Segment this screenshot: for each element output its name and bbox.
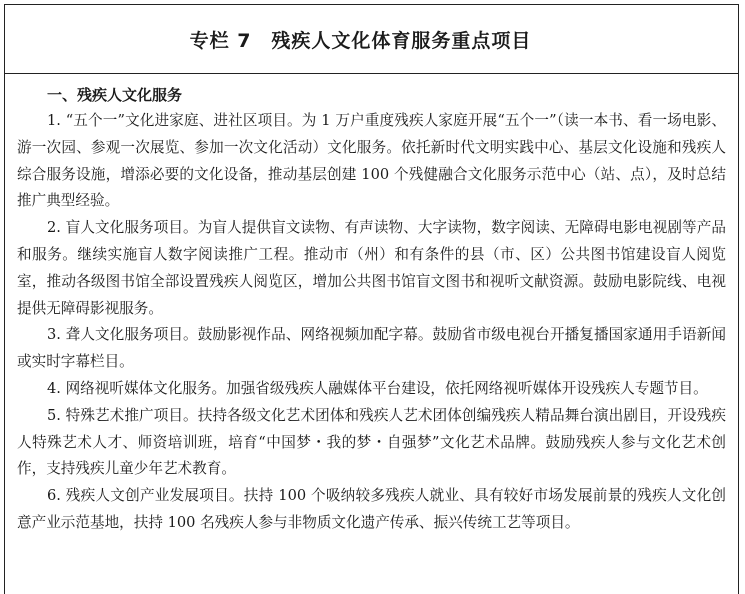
- project-item-6: 6. 残疾人文创产业发展项目。扶持 100 个吸纳较多残疾人就业、具有较好市场发展前景的残疾人文化创意产业示范基地，扶持 100 名残疾人参与非物质文化遗产传承、振兴传统工艺等项目。: [17, 487, 726, 531]
- feature-box: [4, 4, 739, 594]
- project-item-4: 4. 网络视听媒体文化服务。加强省级残疾人融媒体平台建设，依托网络视听媒体开设残疾人专题节目。: [47, 379, 708, 397]
- box-content: [5, 74, 738, 537]
- project-item-3: 3. 聋人文化服务项目。鼓励影视作品、网络视频加配字幕。鼓励省市级电视台开播复播国家通用手语新闻或实时字幕栏目。: [17, 326, 726, 371]
- title-bar: [5, 5, 738, 74]
- project-item-5: 5. 特殊艺术推广项目。扶持各级文化艺术团体和残疾人艺术团体创编残疾人精品舞台演出剧目，开设残疾人特殊艺术人才、师资培训班，培育“中国梦・我的梦・自强梦”文化艺术品牌。鼓励残疾人参与文化艺术创作，支持残疾儿童少年艺术教育。: [17, 406, 726, 478]
- project-item-1: 1. “五个一”文化进家庭、进社区项目。为 1 万户重度残疾人家庭开展“五个一”（读一本书、看一场电影、游一次园、参观一次展览、参加一次文化活动）文化服务。依托新时代文明实践中心、基层文化设施和残疾人综合服务设施，增添必要的文化设备，推动基层创建 100 个残健融合文化服务示范中心（站、点），及时总结推广典型经验。: [17, 112, 726, 210]
- section-heading: 一、残疾人文化服务: [47, 86, 183, 104]
- project-item-2: 2. 盲人文化服务项目。为盲人提供盲文读物、有声读物、大字读物，数字阅读、无障碍电影电视剧等产品和服务。继续实施盲人数字阅读推广工程。推动市（州）和有条件的县（市、区）公共图书馆建设盲人阅览室，推动各级图书馆全部设置残疾人阅览区，增加公共图书馆盲文图书和视听文献资源。鼓励电影院线、电视提供无障碍影视服务。: [17, 219, 726, 317]
- box-title: 专栏 7 残疾人文化体育服务重点项目: [189, 29, 532, 52]
